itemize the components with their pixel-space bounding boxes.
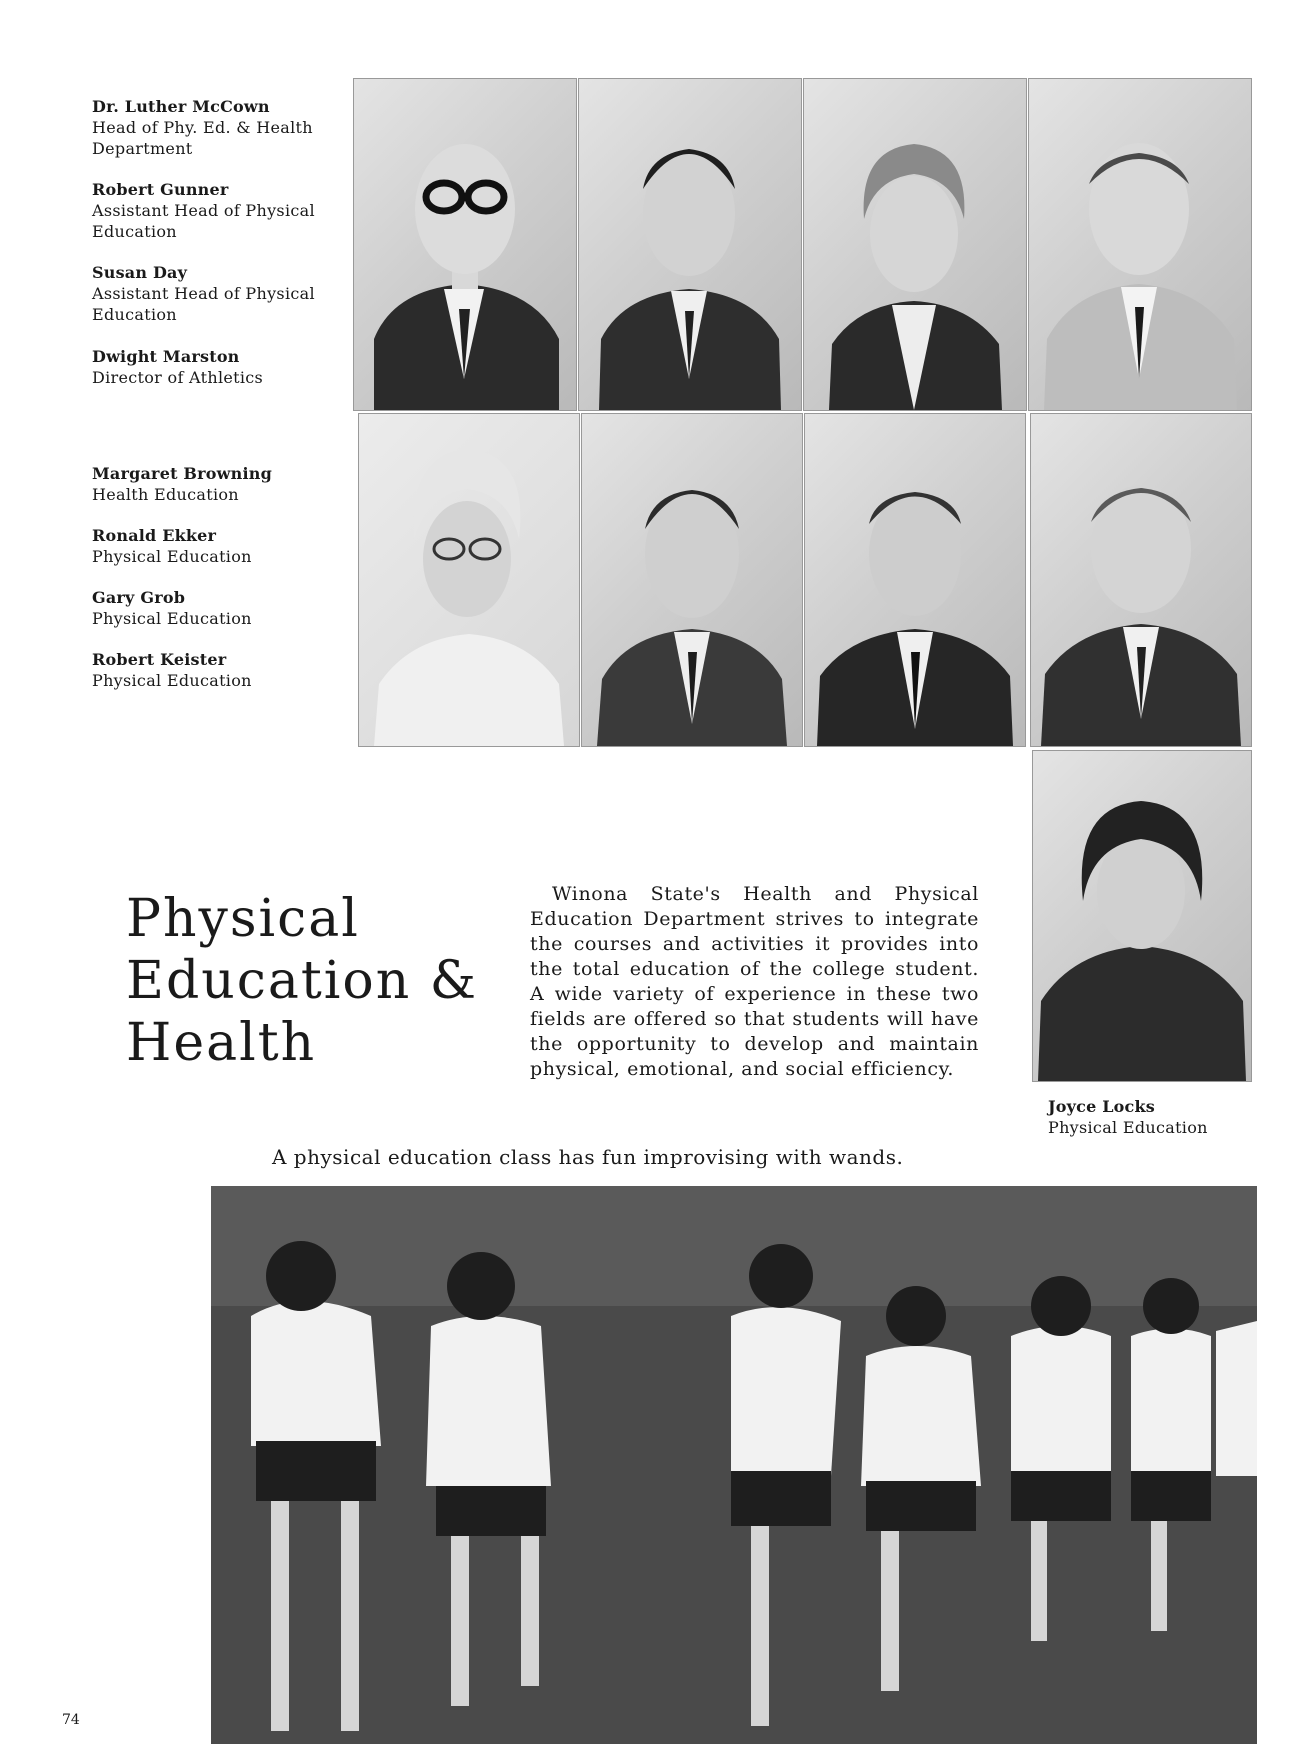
staff-role: Director of Athletics [92,368,264,387]
portrait-gunner [578,78,802,411]
staff-role: Assistant Head of Physical Education [92,201,315,241]
section-title-line: Health [126,1013,317,1073]
staff-name: Margaret Browning [92,464,272,483]
staff-name: Gary Grob [92,588,186,607]
page-number: 74 [62,1712,80,1728]
staff-role: Physical Education [92,671,252,690]
staff-caption-mccown [92,97,352,159]
section-title-line: Physical [126,889,360,949]
portrait-browning [358,413,580,747]
staff-name: Dr. Luther McCown [92,97,270,116]
portrait-locks [1032,750,1252,1082]
photo-caption: A physical education class has fun improvising with wands. [272,1145,904,1169]
portrait-ekker [581,413,803,747]
class-activity-photo [211,1186,1257,1744]
intro-paragraph: Winona State's Health and Physical Education Department strives to integrate the courses and activities it provides into the total education of the college student. A wide variety of experience in these two fields are offered so that students will have the opportunity to develop and maintain physical, emotional, and social efficiency. [530,883,979,1080]
staff-role: Physical Education [92,547,252,566]
portrait-keister [1030,413,1252,747]
staff-name: Joyce Locks [1048,1097,1155,1116]
staff-caption-day [92,263,352,325]
staff-name: Ronald Ekker [92,526,217,545]
staff-name: Susan Day [92,263,188,282]
staff-role: Head of Phy. Ed. & Health Department [92,118,313,158]
staff-caption-gunner [92,180,352,242]
section-title-line: Education & [126,951,479,1011]
portrait-marston [1028,78,1252,411]
portrait-mccown [353,78,577,411]
staff-role: Health Education [92,485,239,504]
staff-caption-keister [92,650,352,691]
staff-caption-grob [92,588,352,629]
portrait-grob [804,413,1026,747]
staff-caption-marston [92,347,352,388]
staff-name: Robert Keister [92,650,227,669]
staff-caption-browning [92,464,352,505]
staff-role: Physical Education [1048,1118,1208,1137]
staff-name: Robert Gunner [92,180,229,199]
staff-caption-locks [1048,1097,1278,1138]
portrait-day [803,78,1027,411]
staff-role: Physical Education [92,609,252,628]
section-title [126,888,516,1074]
staff-role: Assistant Head of Physical Education [92,284,315,324]
staff-name: Dwight Marston [92,347,240,366]
staff-caption-ekker [92,526,352,567]
